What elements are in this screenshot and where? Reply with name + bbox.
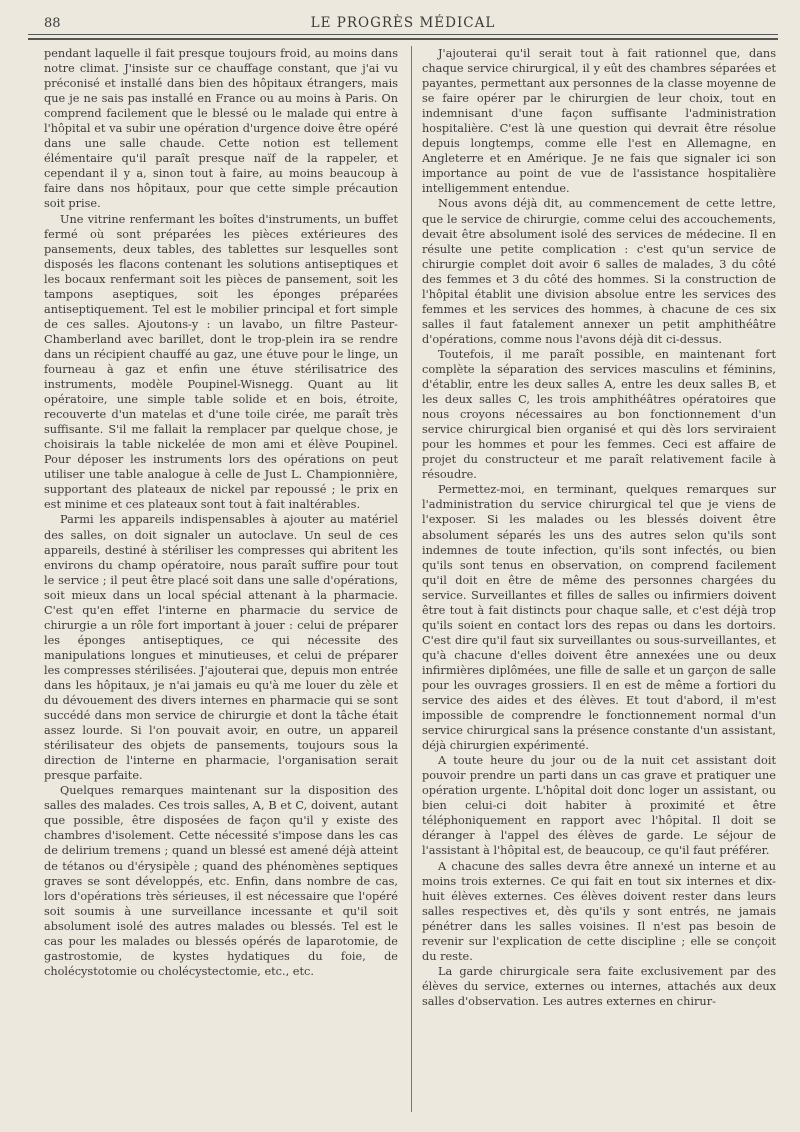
paragraph: Parmi les appareils indispensables à ajouter au matériel des salles, on doit signaler un autoclave. Un seul de ces appareils, destiné à stériliser les compresses qui abritent les environs du champ opératoire, nous paraît suffire pour tout le service ; il peut être placé soit dans une salle d'opérations, soit mieux dans un local spécial attenant à la pharmacie. C'est qu'en effet l'interne en pharmacie du service de chirurgie a un rôle fort important à jouer : celui de préparer les éponges antiseptiques, ce qui nécessite des manipulations longues et minutieuses, et celui de préparer les compresses stérilisées. J'ajouterai que, depuis mon entrée dans les hôpitaux, je n'ai jamais eu qu'à me louer du zèle et du dévouement des divers internes en pharmacie qui se sont succédé dans mon service de chirurgie et dont la tâche était assez lourde. Si l'on pouvait avoir, en outre, un appareil stérilisateur des objets de pansements, toujours sous la direction de l'interne en pharmacie, l'organisation serait presque parfaite. — [44, 513, 398, 783]
paragraph: Permettez-moi, en terminant, quelques remarques sur l'administration du service chirurgical tel que je viens de l'exposer. Si les malades ou les blessés doivent être absolument séparés les uns des autres selon qu'ils sont indemnes de toute infection, qu'ils sont infectés, ou bien qu'ils sont tenus en observation, on comprend facilement qu'il doit en être de même des personnes chargées du service. Surveillantes et filles de salles ou infirmiers doivent être tout à fait distincts pour chaque salle, et c'est déjà trop qu'ils soient en contact lors des repas ou dans les dortoirs. C'est dire qu'il faut six surveillantes ou sous-surveillantes, et qu'à chacune d'elles doivent être annexées une ou deux infirmières diplômées, une fille de salle et un garçon de salle pour les ouvrages grossiers. Il en est de même a fortiori du service des aides et des élèves. Et tout d'abord, il m'est impossible de comprendre le fonctionnement normal d'un service chirurgical sans la présence constante d'un assistant, déjà chirurgien expérimenté. — [422, 483, 776, 753]
page-header — [28, 12, 778, 32]
header-rule-thick — [28, 38, 778, 40]
paragraph: Toutefois, il me paraît possible, en maintenant fort complète la séparation des services masculins et féminins, d'établir, entre les deux salles A, entre les deux salles B, et les deux salles C, les trois amphithéâtres opératoires que nous croyons nécessaires au bon fonctionnement d'un service chirurgical bien organisé et qui dès lors serviraient pour les hommes et pour les femmes. Ceci est affaire de projet du constructeur et me paraît relativement facile à résoudre. — [422, 347, 776, 482]
paragraph: Une vitrine renfermant les boîtes d'instruments, un buffet fermé où sont préparées les pièces extérieures des pansements, deux tables, des tablettes sur lesquelles sont disposés les flacons contenant les solutions antiseptiques et les bocaux renfermant soit les pièces de pansement, soit les tampons aseptiques, soit les éponges préparées antiseptiquement. Tel est le mobilier principal et fort simple de ces salles. Ajoutons-y : un lavabo, un filtre Pasteur-Chamberland avec barillet, dont le trop-plein ira se rendre dans un récipient chauffé au gaz, une étuve pour le linge, un fourneau à gaz et enfin une étuve stérilisatrice des instruments, modèle Poupinel-Wisnegg. Quant au lit opératoire, une simple table solide et en bois, étroite, recouverte d'un matelas et d'une toile cirée, me paraît très suffisante. S'il me fallait la remplacer par quelque chose, je choisirais la table nickelée de mon ami et élève Poupinel. Pour déposer les instruments lors des opérations on peut utiliser une table analogue à celle de Just L. Championnière, supportant des plateaux de nickel par repoussé ; le prix en est minime et ces plateaux sont tout à fait inaltérables. — [44, 212, 398, 512]
paragraph: Quelques remarques maintenant sur la disposition des salles des malades. Ces trois salles, A, B et C, doivent, autant que possible, être disposées de façon qu'il y existe des chambres d'isolement. Cette nécessité s'impose dans les cas de delirium tremens ; quand un blessé est amené déjà atteint de tétanos ou d'érysipèle ; quand des phénomènes septiques graves se sont développés, etc. Enfin, dans nombre de cas, lors d'opérations très sérieuses, il est nécessaire que l'opéré soit soumis à une surveillance incessante et qu'il soit absolument isolé des autres malades ou blessés. Tel est le cas pour les malades ou blessés opérés de laparotomie, de gastrostomie, de kystes hydatiques du foie, de cholécystotomie ou cholécystectomie, etc., etc. — [44, 784, 398, 978]
header-rule — [28, 34, 778, 35]
paragraph: pendant laquelle il fait presque toujours froid, au moins dans notre climat. J'insiste sur ce chauffage constant, que j'ai vu préconisé et installé dans bien des hôpitaux étrangers, mais que je ne sais pas installé en France ou au moins à Paris. On comprend facilement que le blessé ou le malade qui entre à l'hôpital et va subir une opération d'urgence doive être opéré dans une salle chaude. Cette notion est tellement élémentaire qu'il paraît presque naïf de la rappeler, et cependant il y a, sinon tout à faire, au moins beaucoup à faire dans nos hôpitaux, pour que cette simple précaution soit prise. — [44, 47, 398, 211]
column-divider — [411, 46, 412, 1112]
paragraph: La garde chirurgicale sera faite exclusivement par des élèves du service, externes ou internes, attachés aux deux salles d'observation. Les autres externes en chirur- — [422, 964, 776, 1008]
left-column — [44, 46, 398, 1112]
page-number: 88 — [44, 16, 61, 31]
running-title: LE PROGRÈS MÉDICAL — [310, 15, 496, 31]
paragraph: A toute heure du jour ou de la nuit cet assistant doit pouvoir prendre un parti dans un cas grave et pratiquer une opération urgente. L'hôpital doit donc loger un assistant, ou bien celui-ci doit habiter à proximité et être téléphoniquement en rapport avec l'hôpital. Il doit se déranger à l'appel des élèves de garde. Le séjour de l'assistant à l'hôpital est, de beaucoup, ce qu'il faut préférer. — [422, 754, 776, 858]
paragraph: Nous avons déjà dit, au commencement de cette lettre, que le service de chirurgie, comme celui des accouchements, devait être absolument isolé des services de médecine. Il en résulte une petite complication : c'est qu'un service de chirurgie complet doit avoir 6 salles de malades, 3 du côté des femmes et 3 du côté des hommes. Si la construction de l'hôpital établit une division absolue entre les services des femmes et les services des hommes, à chacune de ces six salles il faut fatalement annexer un petit amphithéâtre d'opérations, comme nous l'avons déjà dit ci-dessus. — [422, 197, 776, 346]
paragraph: A chacune des salles devra être annexé un interne et au moins trois externes. Ce qui fait en tout six internes et dix-huit élèves externes. Ces élèves doivent rester dans leurs salles respectives et, dès qu'ils y sont entrés, ne jamais pénétrer dans les salles voisines. Il n'est pas besoin de revenir sur l'explication de cette discipline ; elle se conçoit du reste. — [422, 859, 776, 963]
paragraph: J'ajouterai qu'il serait tout à fait rationnel que, dans chaque service chirurgical, il y eût des chambres séparées et payantes, permettant aux personnes de la classe moyenne de se faire opérer par le chirurgien de leur choix, tout en indemnisant d'une façon suffisante l'administration hospitalière. C'est là une question qui devrait être résolue depuis longtemps, comme elle l'est en Allemagne, en Angleterre et en Amérique. Je ne fais que signaler ici son importance au point de vue de l'assistance hospitalière intelligemment entendue. — [422, 47, 776, 196]
right-column — [422, 46, 776, 1112]
